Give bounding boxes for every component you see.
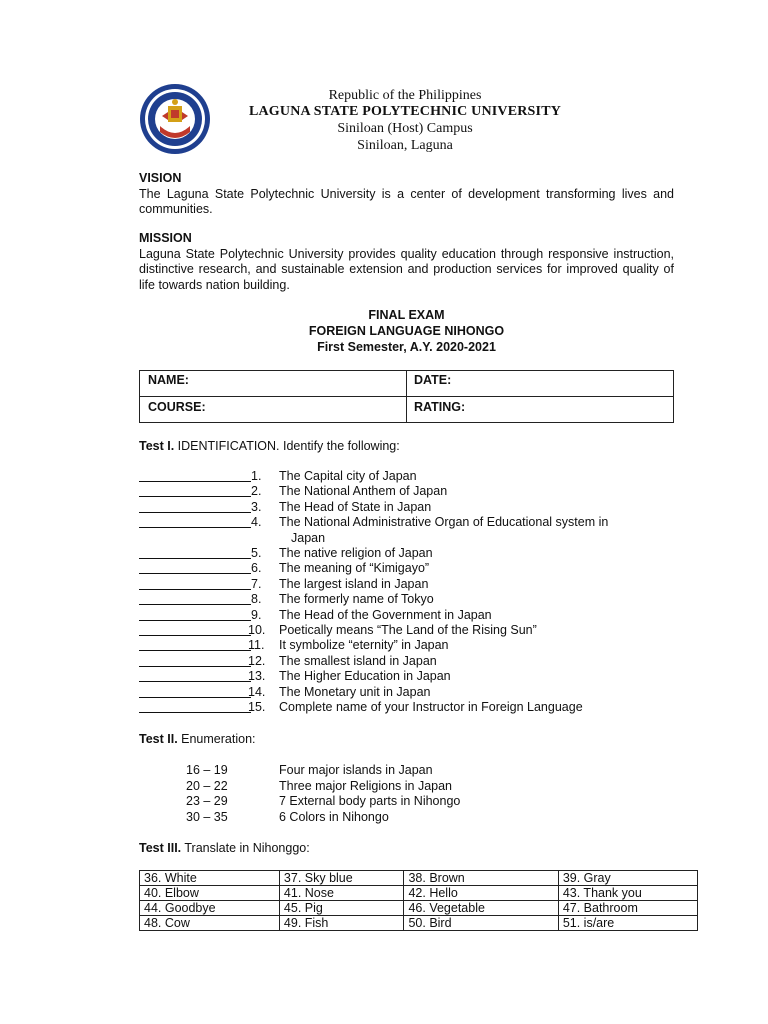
test1-item — [139, 685, 679, 700]
item-question: The smallest island in Japan — [279, 653, 437, 668]
table-cell: 36. White — [140, 871, 280, 886]
table-row — [140, 871, 698, 886]
mission-title: MISSION — [139, 231, 192, 245]
answer-blank[interactable] — [139, 608, 251, 624]
answer-blank[interactable] — [139, 515, 251, 531]
student-info-table — [139, 370, 674, 423]
item-range: 16 – 19 — [186, 763, 228, 777]
item-range: 30 – 35 — [186, 809, 228, 824]
test1-item — [139, 484, 679, 499]
item-number: 8. — [251, 592, 262, 607]
item-question: The formerly name of Tokyo — [279, 592, 434, 607]
header-university: LAGUNA STATE POLYTECHNIC UNIVERSITY — [248, 104, 562, 119]
item-number: 1. — [251, 469, 262, 483]
test3-heading: Test III. Translate in Nihonggo: — [139, 841, 310, 855]
name-label: NAME: — [148, 373, 189, 387]
item-number: 5. — [251, 546, 262, 560]
translation-table — [139, 870, 698, 931]
test1-item — [139, 469, 679, 484]
item-number: 3. — [251, 499, 262, 514]
item-description: Four major islands in Japan — [279, 763, 433, 777]
table-cell: 44. Goodbye — [140, 901, 280, 916]
test1-item — [139, 561, 679, 576]
date-label: DATE: — [414, 373, 452, 387]
test1-item-continuation — [139, 531, 679, 546]
course-label: COURSE: — [148, 400, 206, 414]
table-row — [140, 886, 698, 901]
table-cell: 41. Nose — [279, 886, 404, 901]
item-number: 10. — [248, 623, 266, 637]
answer-blank[interactable] — [139, 669, 251, 685]
test1-heading: Test I. IDENTIFICATION. Identify the following: — [139, 439, 400, 453]
answer-blank[interactable] — [139, 638, 251, 654]
test1-item — [139, 515, 679, 530]
answer-blank[interactable] — [139, 577, 251, 593]
answer-blank[interactable] — [139, 561, 251, 577]
vision-text: The Laguna State Polytechnic University is a center of development transforming lives and communities. — [139, 186, 674, 216]
item-number: 13. — [248, 669, 266, 684]
item-question: The National Anthem of Japan — [279, 484, 448, 499]
test1-item — [139, 608, 679, 623]
test1-item — [139, 546, 679, 561]
rating-label: RATING: — [414, 400, 466, 414]
table-cell: 43. Thank you — [558, 886, 697, 901]
exam-title: FINAL EXAM — [368, 308, 445, 322]
item-question: The Head of State in Japan — [279, 499, 432, 514]
header-location: Siniloan, Laguna — [357, 138, 453, 153]
item-description: 6 Colors in Nihongo — [279, 809, 389, 824]
table-cell: 47. Bathroom — [558, 901, 697, 916]
test1-item — [139, 592, 679, 607]
table-cell: 37. Sky blue — [279, 871, 404, 886]
item-question: Complete name of your Instructor in Foreign Language — [279, 700, 583, 714]
item-range: 20 – 22 — [186, 778, 228, 793]
answer-blank[interactable] — [139, 623, 251, 639]
header-republic: Republic of the Philippines — [328, 88, 482, 103]
item-range: 23 – 29 — [186, 794, 228, 808]
answer-blank[interactable] — [139, 592, 251, 608]
test1-item — [139, 654, 679, 669]
table-cell: 49. Fish — [279, 916, 404, 931]
vision-title: VISION — [139, 171, 182, 185]
item-number: 6. — [251, 561, 262, 576]
item-number: 11. — [248, 638, 265, 653]
table-cell: 45. Pig — [279, 901, 404, 916]
item-question: It symbolize “eternity” in Japan — [279, 638, 449, 653]
item-question-cont: Japan — [291, 530, 326, 545]
answer-blank[interactable] — [139, 685, 251, 701]
test2-heading: Test II. Enumeration: — [139, 732, 256, 746]
test1-item — [139, 638, 679, 653]
item-description: Three major Religions in Japan — [279, 778, 453, 793]
item-number: 14. — [248, 684, 266, 699]
table-cell: 46. Vegetable — [404, 901, 558, 916]
table-cell: 38. Brown — [404, 871, 558, 886]
item-question: The Higher Education in Japan — [279, 669, 451, 684]
item-question: The Head of the Government in Japan — [279, 607, 492, 622]
table-row — [140, 916, 698, 931]
mission-section — [139, 231, 674, 293]
answer-blank[interactable] — [139, 546, 251, 562]
test1-item — [139, 700, 679, 715]
item-number: 4. — [251, 515, 262, 530]
vision-section — [139, 171, 674, 218]
test1-item — [139, 669, 679, 684]
answer-blank[interactable] — [139, 484, 251, 500]
item-question: The largest island in Japan — [279, 576, 429, 591]
item-number: 12. — [248, 653, 266, 668]
table-cell: 42. Hello — [404, 886, 558, 901]
answer-blank[interactable] — [139, 700, 251, 716]
item-number: 7. — [251, 576, 262, 591]
table-row — [140, 901, 698, 916]
table-cell: 39. Gray — [558, 871, 697, 886]
item-number: 15. — [248, 700, 266, 714]
item-question: The National Administrative Organ of Educational system in — [279, 515, 609, 530]
table-cell: 48. Cow — [140, 916, 280, 931]
university-seal-logo — [138, 82, 212, 156]
test1-item — [139, 577, 679, 592]
test1-item — [139, 500, 679, 515]
table-cell: 40. Elbow — [140, 886, 280, 901]
table-cell: 50. Bird — [404, 916, 558, 931]
answer-blank[interactable] — [139, 500, 251, 516]
header-campus: Siniloan (Host) Campus — [337, 121, 473, 136]
table-cell: 51. is/are — [558, 916, 697, 931]
answer-blank[interactable] — [139, 654, 251, 670]
exam-semester: First Semester, A.Y. 2020-2021 — [317, 340, 496, 354]
item-description: 7 External body parts in Nihongo — [279, 794, 461, 808]
answer-blank[interactable] — [139, 469, 251, 485]
item-question: Poetically means “The Land of the Rising Sun” — [279, 623, 537, 637]
item-question: The meaning of “Kimigayo” — [279, 561, 430, 576]
test1-item — [139, 623, 679, 638]
item-question: The native religion of Japan — [279, 546, 433, 560]
item-question: The Monetary unit in Japan — [279, 684, 431, 699]
item-number: 9. — [251, 607, 262, 622]
mission-text: Laguna State Polytechnic University provides quality education through responsive instruction, distinctive research, and sustainable extension and production services for improved quality of life towards nation building. — [139, 246, 674, 292]
item-question: The Capital city of Japan — [279, 469, 417, 483]
exam-subject: FOREIGN LANGUAGE NIHONGO — [308, 324, 505, 338]
item-number: 2. — [251, 484, 262, 499]
